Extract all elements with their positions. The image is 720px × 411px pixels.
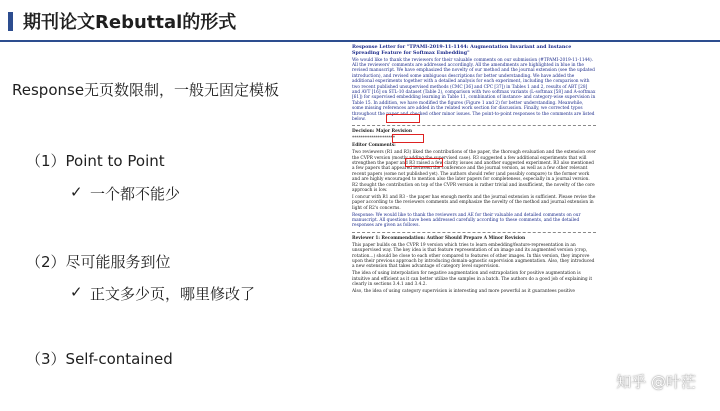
letter-heading: Response Letter for "TPAMI-2019-11-1144: Augmentation Invariant and Instance Spreading Feature for Softmax Embedding" [352, 44, 572, 56]
slide-title: 期刊论文Rebuttal的形式 [23, 12, 237, 33]
response-letter-image [352, 44, 596, 408]
title-bar [0, 0, 720, 44]
item-2-check-text: 正文多少页，哪里修改了 [90, 285, 256, 303]
divider [352, 232, 596, 233]
editor-paragraph-1: Two reviewers (R1 and R3) liked the contributions of the paper, the thorough evaluation and the extension over the CVPR version (mostly adding the supervised case). R3 suggested a few additional experiments that will strengthen the paper and R3 raised a few clarity issues and another suggested experiment. R3 also mentioned a few papers that appeared between the conference and the journal version, as well as a few other relevant recent papers (some not published yet). The authors should refer (and possibly compare) to the former work and are highly encouraged to mention also the later papers for completeness, especially in a journal version. R2 thought the contribution on top of the CVPR version is rather trivial and insufficient, the novelty of the core approach is low. [352, 150, 596, 193]
reviewer-1-paragraph-3: Also, the idea of using category supervision is interesting and more powerful as it guarantees positive [352, 288, 575, 294]
item-2-label: （2）尽可能服务到位 [26, 253, 171, 271]
highlight-box [386, 114, 420, 123]
letter-intro-paragraph: We would like to thank the reviewers for their valuable comments on our submission (#TPAMI-2019-11-1144). All the reviewers' comments are addressed accordingly. All the amendments are highlighted in blue in the revised manuscript. We have emphasized the novelty of our method and the journal extension (see the updated introduction), and revised some ambiguous descriptions for better understanding. We have added the additional experiments together with a detailed analysis for each experiment, including the comparison with two recent published unsupervised methods (CMC [36] and CPC [37]) in Tables 1 and 2, results of ABT [28] and AVT [16] on STL-10 dataset (Table 2), comparison with two softmax variants (L-softmax [58] and A-softmax [61]) for supervised embedding learning in Table 11, combination of instance- and category-wise supervision in Table 15. In addition, we have modified the figures (Figure 1 and 2) for better understanding. Meanwhile, some missing references are added in the related work section for discussion. Finally, we corrected typos throughout the paper and checked other minor issues. The point-to-point responses to the comments are listed below. [352, 57, 596, 122]
highlight-box [405, 158, 443, 167]
stars-line: ******************** [352, 136, 395, 142]
highlight-box [392, 134, 424, 143]
divider [352, 125, 596, 126]
item-3-label: （3）Self-contained [26, 350, 173, 368]
editor-paragraph-2: I concur with R1 and R3 - the paper has enough merits and the journal extension is sufficient. Please revise the paper according to the reviewers comments and emphasize the novelty of the method and journal extension in light of R2's concerns. [352, 194, 596, 211]
reviewer-1-paragraph-2: The idea of using interpolation for negative augmentation and extrapolation for positive augmentation is intuitive and efficient as it can better utilize the samples in a batch. The authors do a good job of explaining it clearly in sections 3.4.1 and 3.4.2. [352, 271, 593, 288]
check-icon: ✓ [70, 283, 83, 301]
reviewer-1-heading: Reviewer 1: Recommendation: Author Should Prepare A Minor Revision [352, 235, 526, 241]
editor-comments-label: Editor Comments: [352, 143, 396, 149]
watermark: 知乎 @叶茫 [616, 373, 696, 391]
item-1-check-text: 一个都不能少 [90, 185, 181, 203]
intro-text: Response无页数限制，一般无固定模板 [12, 81, 280, 99]
check-icon: ✓ [70, 183, 83, 201]
title-accent-bar [8, 12, 13, 31]
response-paragraph: Response: We would like to thank the reviewers and AE for their valuable and detailed comments on our manuscript. All questions have been addressed carefully according to these comments, and the detailed responses are given as follows. [352, 212, 581, 229]
item-1-label: （1）Point to Point [26, 152, 165, 170]
title-underline [0, 40, 720, 42]
reviewer-1-paragraph-1: This paper builds on the CVPR 19 version which tries to learn embedding/feature-representation in an unsupervised way. The key idea is that feature representation of an image and its augmented version (crop, rotation...) should be close to each other compared to features of other images. In this version, they improve upon their previous approach by introducing domain-agnostic supervision augmentation. Also, they introduced a new extension that takes advantage of category level supervision. [352, 242, 595, 270]
decision-label: Decision: Major Revision [352, 129, 413, 135]
